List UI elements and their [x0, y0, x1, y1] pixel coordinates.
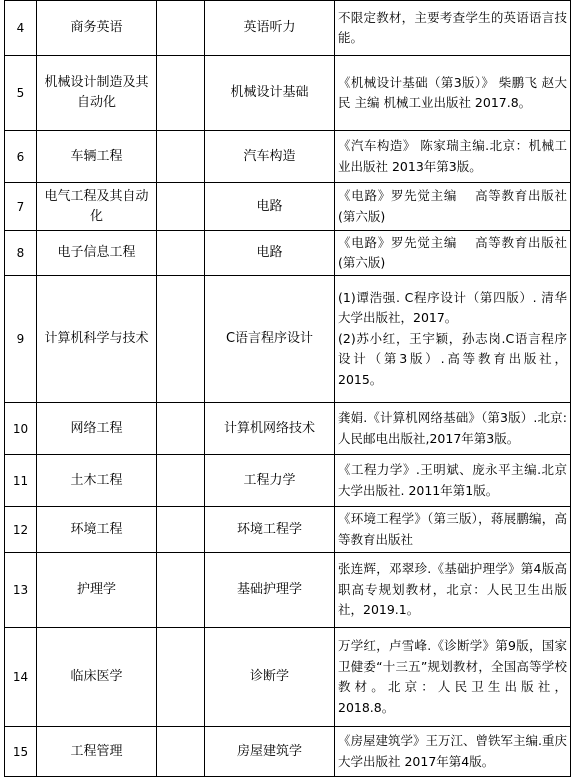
empty-cell — [157, 276, 205, 403]
empty-cell — [157, 727, 205, 777]
course-name: 房屋建筑学 — [205, 727, 335, 777]
row-number: 9 — [5, 276, 37, 403]
textbook-line: 《电路》罗先觉主编 高等教育出版社(第六版) — [338, 188, 567, 224]
major-name: 商务英语 — [37, 1, 157, 56]
row-number: 10 — [5, 403, 37, 455]
row-number: 4 — [5, 1, 37, 56]
textbook-cell — [335, 507, 571, 553]
course-name: 汽车构造 — [205, 131, 335, 183]
course-name: 电路 — [205, 231, 335, 276]
major-name: 车辆工程 — [37, 131, 157, 183]
table-row — [5, 553, 571, 628]
textbook-cell — [335, 276, 571, 403]
row-number: 7 — [5, 183, 37, 231]
textbook-cell — [335, 455, 571, 507]
course-name: 基础护理学 — [205, 553, 335, 628]
textbook-line: 《工程力学》.王明斌、庞永平主编.北京大学出版社. 2011年第1版。 — [338, 462, 567, 498]
empty-cell — [157, 1, 205, 56]
table-row — [5, 276, 571, 403]
row-number: 13 — [5, 553, 37, 628]
textbook-cell — [335, 131, 571, 183]
empty-cell — [157, 403, 205, 455]
textbook-cell — [335, 231, 571, 276]
major-name: 网络工程 — [37, 403, 157, 455]
course-name: 计算机网络技术 — [205, 403, 335, 455]
major-name: 电气工程及其自动化 — [37, 183, 157, 231]
row-number: 8 — [5, 231, 37, 276]
textbook-line: 万学红，卢雪峰.《诊断学》第9版，国家卫健委“十三五”规划教材，全国高等学校教材。北京：人民卫生出版社，2018.8。 — [338, 638, 567, 715]
major-name: 土木工程 — [37, 455, 157, 507]
course-name: 工程力学 — [205, 455, 335, 507]
empty-cell — [157, 628, 205, 727]
row-number: 14 — [5, 628, 37, 727]
major-name: 环境工程 — [37, 507, 157, 553]
major-name: 护理学 — [37, 553, 157, 628]
textbook-cell — [335, 403, 571, 455]
course-name: 诊断学 — [205, 628, 335, 727]
textbook-line: 《环境工程学》（第三版），蒋展鹏编，高等教育出版社 — [338, 511, 567, 547]
empty-cell — [157, 231, 205, 276]
empty-cell — [157, 183, 205, 231]
empty-cell — [157, 455, 205, 507]
textbook-line: 《电路》罗先觉主编 高等教育出版社(第六版) — [338, 234, 567, 270]
table-row — [5, 455, 571, 507]
textbook-cell — [335, 553, 571, 628]
empty-cell — [157, 507, 205, 553]
table-row — [5, 727, 571, 777]
table-row — [5, 507, 571, 553]
textbook-line: 《汽车构造》 陈家瑞主编.北京：机械工业出版社 2013年第3版。 — [338, 138, 567, 174]
row-number: 6 — [5, 131, 37, 183]
table-row — [5, 56, 571, 131]
empty-cell — [157, 56, 205, 131]
major-name: 工程管理 — [37, 727, 157, 777]
course-name: C语言程序设计 — [205, 276, 335, 403]
row-number: 11 — [5, 455, 37, 507]
textbook-table — [4, 0, 571, 777]
course-name: 电路 — [205, 183, 335, 231]
textbook-line: (2)苏小红，王宇颖，孙志岗.C语言程序设计（第3版）.高等教育出版社，2015。 — [338, 330, 567, 387]
major-name: 电子信息工程 — [37, 231, 157, 276]
major-name: 计算机科学与技术 — [37, 276, 157, 403]
empty-cell — [157, 553, 205, 628]
textbook-line: 《房屋建筑学》王万江、曾铁军主编.重庆大学出版社 2017年第4版。 — [338, 733, 567, 769]
textbook-line: 《机械设计基础（第3版）》 柴鹏飞 赵大民 主编 机械工业出版社 2017.8。 — [338, 74, 567, 110]
row-number: 12 — [5, 507, 37, 553]
empty-cell — [157, 131, 205, 183]
textbook-line: 张连辉，邓翠珍.《基础护理学》第4版高职高专规划教材，北京：人民卫生出版社，2019.1。 — [338, 561, 567, 618]
table-row — [5, 403, 571, 455]
table-row — [5, 1, 571, 56]
table-row — [5, 231, 571, 276]
major-name: 临床医学 — [37, 628, 157, 727]
textbook-line: 不限定教材，主要考查学生的英语语言技能。 — [338, 9, 567, 45]
textbook-cell — [335, 727, 571, 777]
textbook-line: 龚娟.《计算机网络基础》（第3版）.北京:人民邮电出版社,2017年第3版。 — [338, 410, 567, 446]
course-name: 机械设计基础 — [205, 56, 335, 131]
table-row — [5, 628, 571, 727]
textbook-line: (1)谭浩强. C程序设计（第四版）. 清华大学出版社，2017。 — [338, 289, 567, 326]
row-number: 5 — [5, 56, 37, 131]
textbook-cell — [335, 628, 571, 727]
row-number: 15 — [5, 727, 37, 777]
course-name: 环境工程学 — [205, 507, 335, 553]
textbook-cell — [335, 183, 571, 231]
table-row — [5, 183, 571, 231]
major-name: 机械设计制造及其自动化 — [37, 56, 157, 131]
textbook-cell — [335, 1, 571, 56]
textbook-cell — [335, 56, 571, 131]
table-row — [5, 131, 571, 183]
course-name: 英语听力 — [205, 1, 335, 56]
